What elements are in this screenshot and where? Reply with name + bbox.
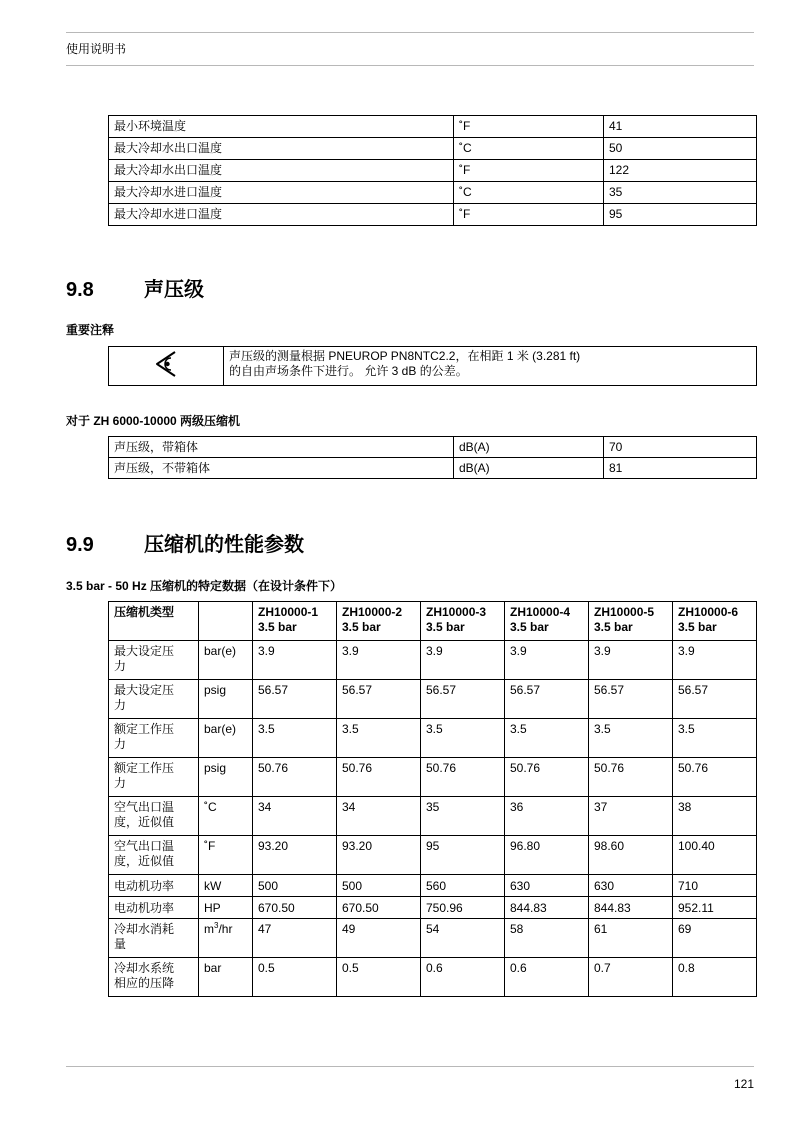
page-header-title: 使用说明书	[66, 42, 127, 56]
model-header-line: ZH10000-3	[426, 605, 487, 619]
cell-value: 0.6	[505, 958, 589, 997]
model-header-line: ZH10000-1	[258, 605, 319, 619]
row-label	[109, 641, 199, 680]
row-value: 81	[604, 458, 757, 479]
cell-value: 69	[673, 919, 757, 958]
cell-value: 710	[673, 875, 757, 897]
row-unit: bar(e)	[199, 641, 253, 680]
page-number: 121	[733, 1077, 754, 1091]
cell-value: 3.5	[337, 719, 421, 758]
cell-value: 952.11	[673, 897, 757, 919]
row-unit: dB(A)	[454, 458, 604, 479]
cell-value: 500	[337, 875, 421, 897]
row-label	[109, 836, 199, 875]
header-label: 压缩机类型	[109, 602, 199, 641]
section-number: 9.9	[66, 534, 94, 556]
row-label	[109, 797, 199, 836]
row-label-line: 最大设定压	[114, 644, 175, 658]
row-label	[109, 758, 199, 797]
cell-value: 93.20	[337, 836, 421, 875]
model-header	[505, 602, 589, 641]
row-label: 最小环境温度	[109, 116, 454, 138]
header-unit-blank	[199, 602, 253, 641]
section-9-8-heading	[66, 273, 204, 302]
model-header	[421, 602, 505, 641]
cell-value: 61	[589, 919, 673, 958]
cell-value: 50.76	[337, 758, 421, 797]
cell-value: 34	[337, 797, 421, 836]
row-label-line: 最大设定压	[114, 683, 175, 697]
cell-value: 49	[337, 919, 421, 958]
cell-value: 3.9	[505, 641, 589, 680]
row-label-line: 电动机功率	[114, 901, 175, 915]
row-label-line: 额定工作压	[114, 761, 175, 775]
row-label-line: 度，近似值	[114, 854, 175, 868]
note-text-cell	[224, 347, 757, 386]
row-label-line: 度，近似值	[114, 815, 175, 829]
row-unit: ˚F	[454, 116, 604, 138]
cell-value: 670.50	[337, 897, 421, 919]
cell-value: 630	[505, 875, 589, 897]
table-row	[109, 458, 757, 479]
cell-value: 95	[421, 836, 505, 875]
header-bottom-rule	[66, 65, 754, 66]
cell-value: 50.76	[505, 758, 589, 797]
row-label: 声压级，带箱体	[109, 437, 454, 458]
row-label-line: 力	[114, 659, 127, 673]
cell-value: 3.5	[253, 719, 337, 758]
unit-rest: /hr	[218, 922, 233, 936]
row-unit: dB(A)	[454, 437, 604, 458]
row-value: 50	[604, 138, 757, 160]
cell-value: 56.57	[673, 680, 757, 719]
row-label	[109, 958, 199, 997]
row-label	[109, 680, 199, 719]
model-header-line: 3.5 bar	[342, 620, 381, 634]
performance-subheading: 3.5 bar - 50 Hz 压缩机的特定数据（在设计条件下）	[66, 579, 343, 593]
row-label	[109, 875, 199, 897]
sound-level-subheading: 对于 ZH 6000-10000 两级压缩机	[66, 414, 241, 428]
row-unit: ˚F	[199, 836, 253, 875]
cell-value: 56.57	[421, 680, 505, 719]
cell-value: 560	[421, 875, 505, 897]
table-row	[109, 641, 757, 680]
table-row	[109, 437, 757, 458]
cell-value: 3.9	[589, 641, 673, 680]
model-header	[253, 602, 337, 641]
table-row	[109, 182, 757, 204]
cell-value: 630	[589, 875, 673, 897]
cell-value: 3.5	[589, 719, 673, 758]
model-header-line: ZH10000-5	[594, 605, 655, 619]
model-header	[589, 602, 673, 641]
row-unit: ˚F	[454, 160, 604, 182]
row-label: 声压级，不带箱体	[109, 458, 454, 479]
section-number: 9.8	[66, 279, 94, 301]
cell-value: 56.57	[589, 680, 673, 719]
row-unit: kW	[199, 875, 253, 897]
cell-value: 37	[589, 797, 673, 836]
row-unit: bar	[199, 958, 253, 997]
cell-value: 50.76	[589, 758, 673, 797]
header-top-rule	[66, 32, 754, 33]
cell-value: 34	[253, 797, 337, 836]
row-unit: HP	[199, 897, 253, 919]
model-header-line: 3.5 bar	[678, 620, 717, 634]
section-title: 压缩机的性能参数	[144, 534, 304, 556]
row-unit: ˚C	[199, 797, 253, 836]
cell-value: 844.83	[589, 897, 673, 919]
cell-value: 0.8	[673, 958, 757, 997]
cell-value: 56.57	[505, 680, 589, 719]
cell-value: 3.9	[673, 641, 757, 680]
row-value: 122	[604, 160, 757, 182]
table-row	[109, 116, 757, 138]
cell-value: 3.9	[253, 641, 337, 680]
cell-value: 50.76	[673, 758, 757, 797]
cell-value: 96.80	[505, 836, 589, 875]
cell-value: 0.7	[589, 958, 673, 997]
row-label	[109, 919, 199, 958]
model-header-line: ZH10000-6	[678, 605, 739, 619]
note-icon-cell	[109, 347, 224, 386]
section-title: 声压级	[144, 279, 204, 301]
cell-value: 3.9	[421, 641, 505, 680]
performance-table	[108, 601, 757, 997]
table-row	[109, 958, 757, 997]
table-row	[109, 897, 757, 919]
table-header-row	[109, 602, 757, 641]
cell-value: 670.50	[253, 897, 337, 919]
row-label-line: 量	[114, 937, 127, 951]
sound-level-table	[108, 436, 757, 479]
cell-value: 0.5	[253, 958, 337, 997]
row-label-line: 冷却水消耗	[114, 922, 175, 936]
note-text-line-2: 的自由声场条件下进行。 允许 3 dB 的公差。	[229, 364, 468, 378]
row-value: 35	[604, 182, 757, 204]
row-label-line: 力	[114, 776, 127, 790]
temperature-table	[108, 115, 757, 226]
cell-value: 500	[253, 875, 337, 897]
row-label-line: 空气出口温	[114, 800, 175, 814]
cell-value: 54	[421, 919, 505, 958]
row-label-line: 力	[114, 698, 127, 712]
row-label-line: 额定工作压	[114, 722, 175, 736]
row-label-line: 冷却水系统	[114, 961, 175, 975]
model-header-line: 3.5 bar	[594, 620, 633, 634]
cell-value: 844.83	[505, 897, 589, 919]
cell-value: 100.40	[673, 836, 757, 875]
model-header	[673, 602, 757, 641]
important-note-heading: 重要注释	[66, 323, 115, 337]
footer-rule	[66, 1066, 754, 1067]
table-row	[109, 680, 757, 719]
row-label: 最大冷却水进口温度	[109, 182, 454, 204]
row-unit: psig	[199, 680, 253, 719]
section-9-9-heading	[66, 528, 304, 557]
cell-value: 3.5	[505, 719, 589, 758]
cell-value: 0.6	[421, 958, 505, 997]
row-label	[109, 897, 199, 919]
table-row	[109, 719, 757, 758]
cell-value: 3.5	[673, 719, 757, 758]
table-row	[109, 758, 757, 797]
row-value: 70	[604, 437, 757, 458]
row-label-line: 相应的压降	[114, 976, 175, 990]
row-unit: ˚C	[454, 138, 604, 160]
eye-caution-icon	[151, 349, 181, 379]
cell-value: 38	[673, 797, 757, 836]
model-header-line: 3.5 bar	[426, 620, 465, 634]
cell-value: 36	[505, 797, 589, 836]
table-row	[109, 875, 757, 897]
row-value: 41	[604, 116, 757, 138]
row-label-line: 电动机功率	[114, 879, 175, 893]
unit-superscript: 3	[214, 921, 219, 930]
row-label: 最大冷却水出口温度	[109, 138, 454, 160]
model-header-line: 3.5 bar	[510, 620, 549, 634]
row-unit: psig	[199, 758, 253, 797]
unit-base: m	[204, 922, 214, 936]
cell-value: 50.76	[253, 758, 337, 797]
cell-value: 58	[505, 919, 589, 958]
cell-value: 98.60	[589, 836, 673, 875]
table-row	[109, 160, 757, 182]
cell-value: 56.57	[337, 680, 421, 719]
cell-value: 93.20	[253, 836, 337, 875]
model-header-line: ZH10000-2	[342, 605, 403, 619]
note-text-line-1: 声压级的测量根据 PNEUROP PN8NTC2.2，在相距 1 米 (3.281 ft)	[229, 349, 581, 363]
cell-value: 47	[253, 919, 337, 958]
table-row	[109, 836, 757, 875]
model-header-line: 3.5 bar	[258, 620, 297, 634]
cell-value: 3.9	[337, 641, 421, 680]
row-unit: ˚F	[454, 204, 604, 226]
table-row	[109, 138, 757, 160]
table-row	[109, 919, 757, 958]
row-unit	[199, 919, 253, 958]
important-note-box	[108, 346, 757, 386]
cell-value: 35	[421, 797, 505, 836]
row-value: 95	[604, 204, 757, 226]
table-row	[109, 204, 757, 226]
row-label	[109, 719, 199, 758]
row-label-line: 空气出口温	[114, 839, 175, 853]
cell-value: 56.57	[253, 680, 337, 719]
cell-value: 50.76	[421, 758, 505, 797]
cell-value: 750.96	[421, 897, 505, 919]
cell-value: 3.5	[421, 719, 505, 758]
row-label: 最大冷却水进口温度	[109, 204, 454, 226]
table-row	[109, 797, 757, 836]
row-label-line: 力	[114, 737, 127, 751]
model-header	[337, 602, 421, 641]
row-unit: ˚C	[454, 182, 604, 204]
row-unit: bar(e)	[199, 719, 253, 758]
model-header-line: ZH10000-4	[510, 605, 571, 619]
row-label: 最大冷却水出口温度	[109, 160, 454, 182]
cell-value: 0.5	[337, 958, 421, 997]
